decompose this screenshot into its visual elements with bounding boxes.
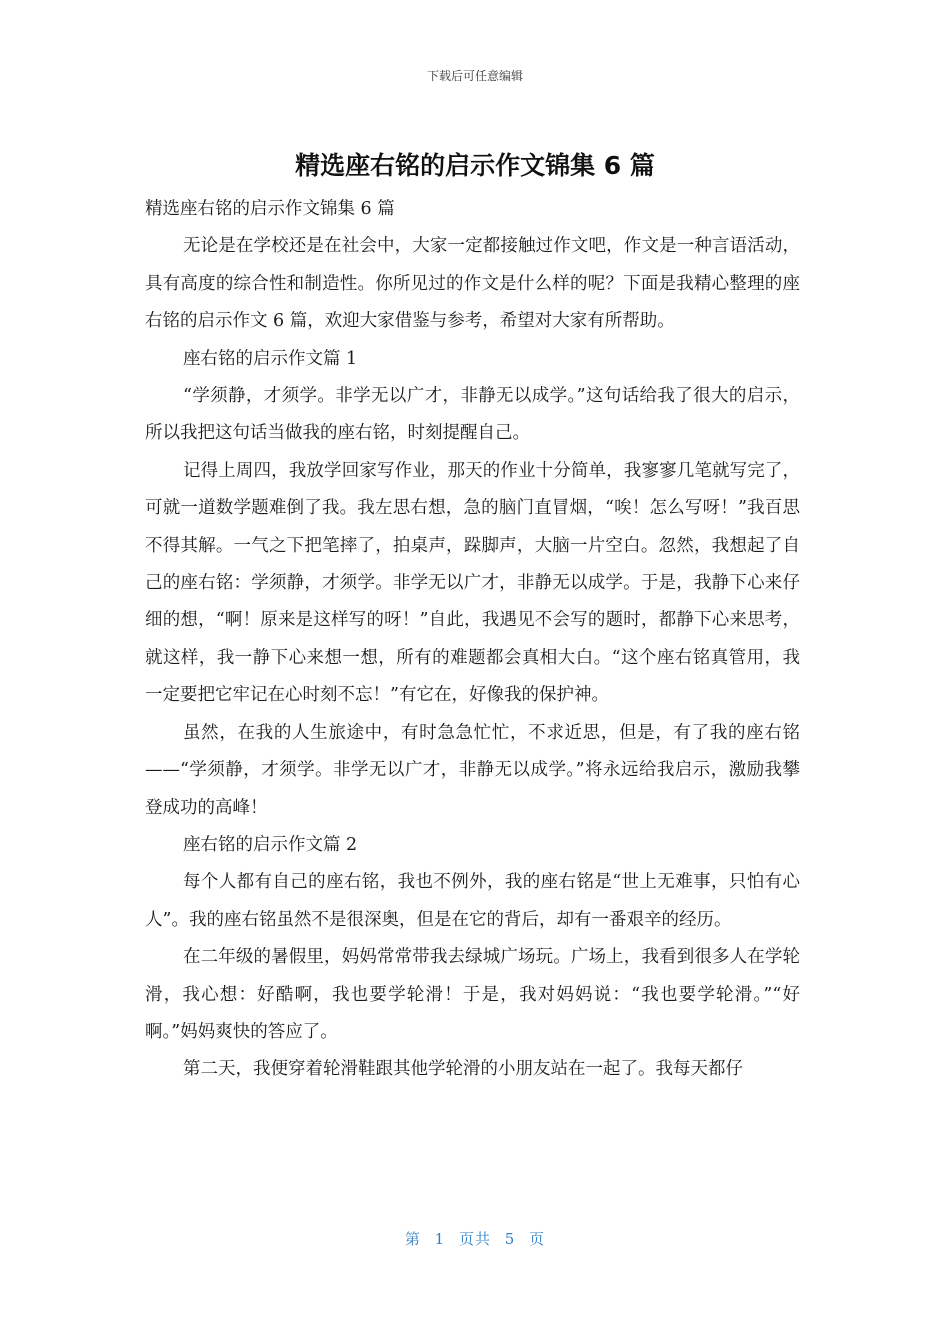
header-note: 下载后可任意编辑 — [426, 69, 523, 83]
document-subtitle: 精选座右铭的启示作文锦集 6 篇 — [145, 199, 395, 219]
document-body — [145, 191, 800, 1089]
section-heading-2: 座右铭的启示作文篇 2 — [183, 834, 358, 855]
essay-1-paragraph-1: “学须静，才须学。非学无以广才，非静无以成学。”这句话给我了很大的启示，所以我把这句话当做我的座右铭，时刻提醒自己。 — [145, 386, 800, 444]
essay-1-paragraph-3: 虽然，在我的人生旅途中，有时急急忙忙，不求近思，但是，有了我的座右铭——“学须静，才须学。非学无以广才，非静无以成学。”将永远给我启示，激励我攀登成功的高峰！ — [145, 722, 800, 818]
section-heading-1: 座右铭的启示作文篇 1 — [183, 348, 358, 369]
essay-2-paragraph-1: 每个人都有自己的座右铭，我也不例外，我的座右铭是“世上无难事，只怕有心人”。我的座右铭虽然不是很深奥，但是在它的背后，却有一番艰辛的经历。 — [145, 872, 800, 930]
page-footer: 第 1 页共 5 页 — [404, 1230, 546, 1248]
intro-paragraph: 无论是在学校还是在社会中，大家一定都接触过作文吧，作文是一种言语活动，具有高度的综合性和制造性。你所见过的作文是什么样的呢？下面是我精心整理的座右铭的启示作文 6 篇，欢迎大家借鉴与参考，希望对大家有所帮助。 — [145, 236, 800, 332]
document-title: 精选座右铭的启示作文锦集 6 篇 — [295, 151, 655, 180]
essay-2-paragraph-2: 在二年级的暑假里，妈妈常常带我去绿城广场玩。广场上，我看到很多人在学轮滑，我心想：好酷啊，我也要学轮滑！于是，我对妈妈说：“我也要学轮滑。”“好啊。”妈妈爽快的答应了。 — [145, 947, 800, 1042]
essay-2-paragraph-3: 第二天，我便穿着轮滑鞋跟其他学轮滑的小朋友站在一起了。我每天都仔 — [183, 1059, 743, 1080]
essay-1-paragraph-2: 记得上周四，我放学回家写作业，那天的作业十分简单，我寥寥几笔就写完了，可就一道数学题难倒了我。我左思右想，急的脑门直冒烟，“唉！怎么写呀！”我百思不得其解。一气之下把笔摔了，拍桌声，跺脚声，大脑一片空白。忽然，我想起了自己的座右铭：学须静，才须学。非学无以广才，非静无以成学。于是，我静下心来仔细的想，“啊！原来是这样写的呀！”自此，我遇见不会写的题时，都静下心来思考，就这样，我一静下心来想一想，所有的难题都会真相大白。“这个座右铭真管用，我一定要把它牢记在心时刻不忘！”有它在，好像我的保护神。 — [145, 460, 800, 706]
